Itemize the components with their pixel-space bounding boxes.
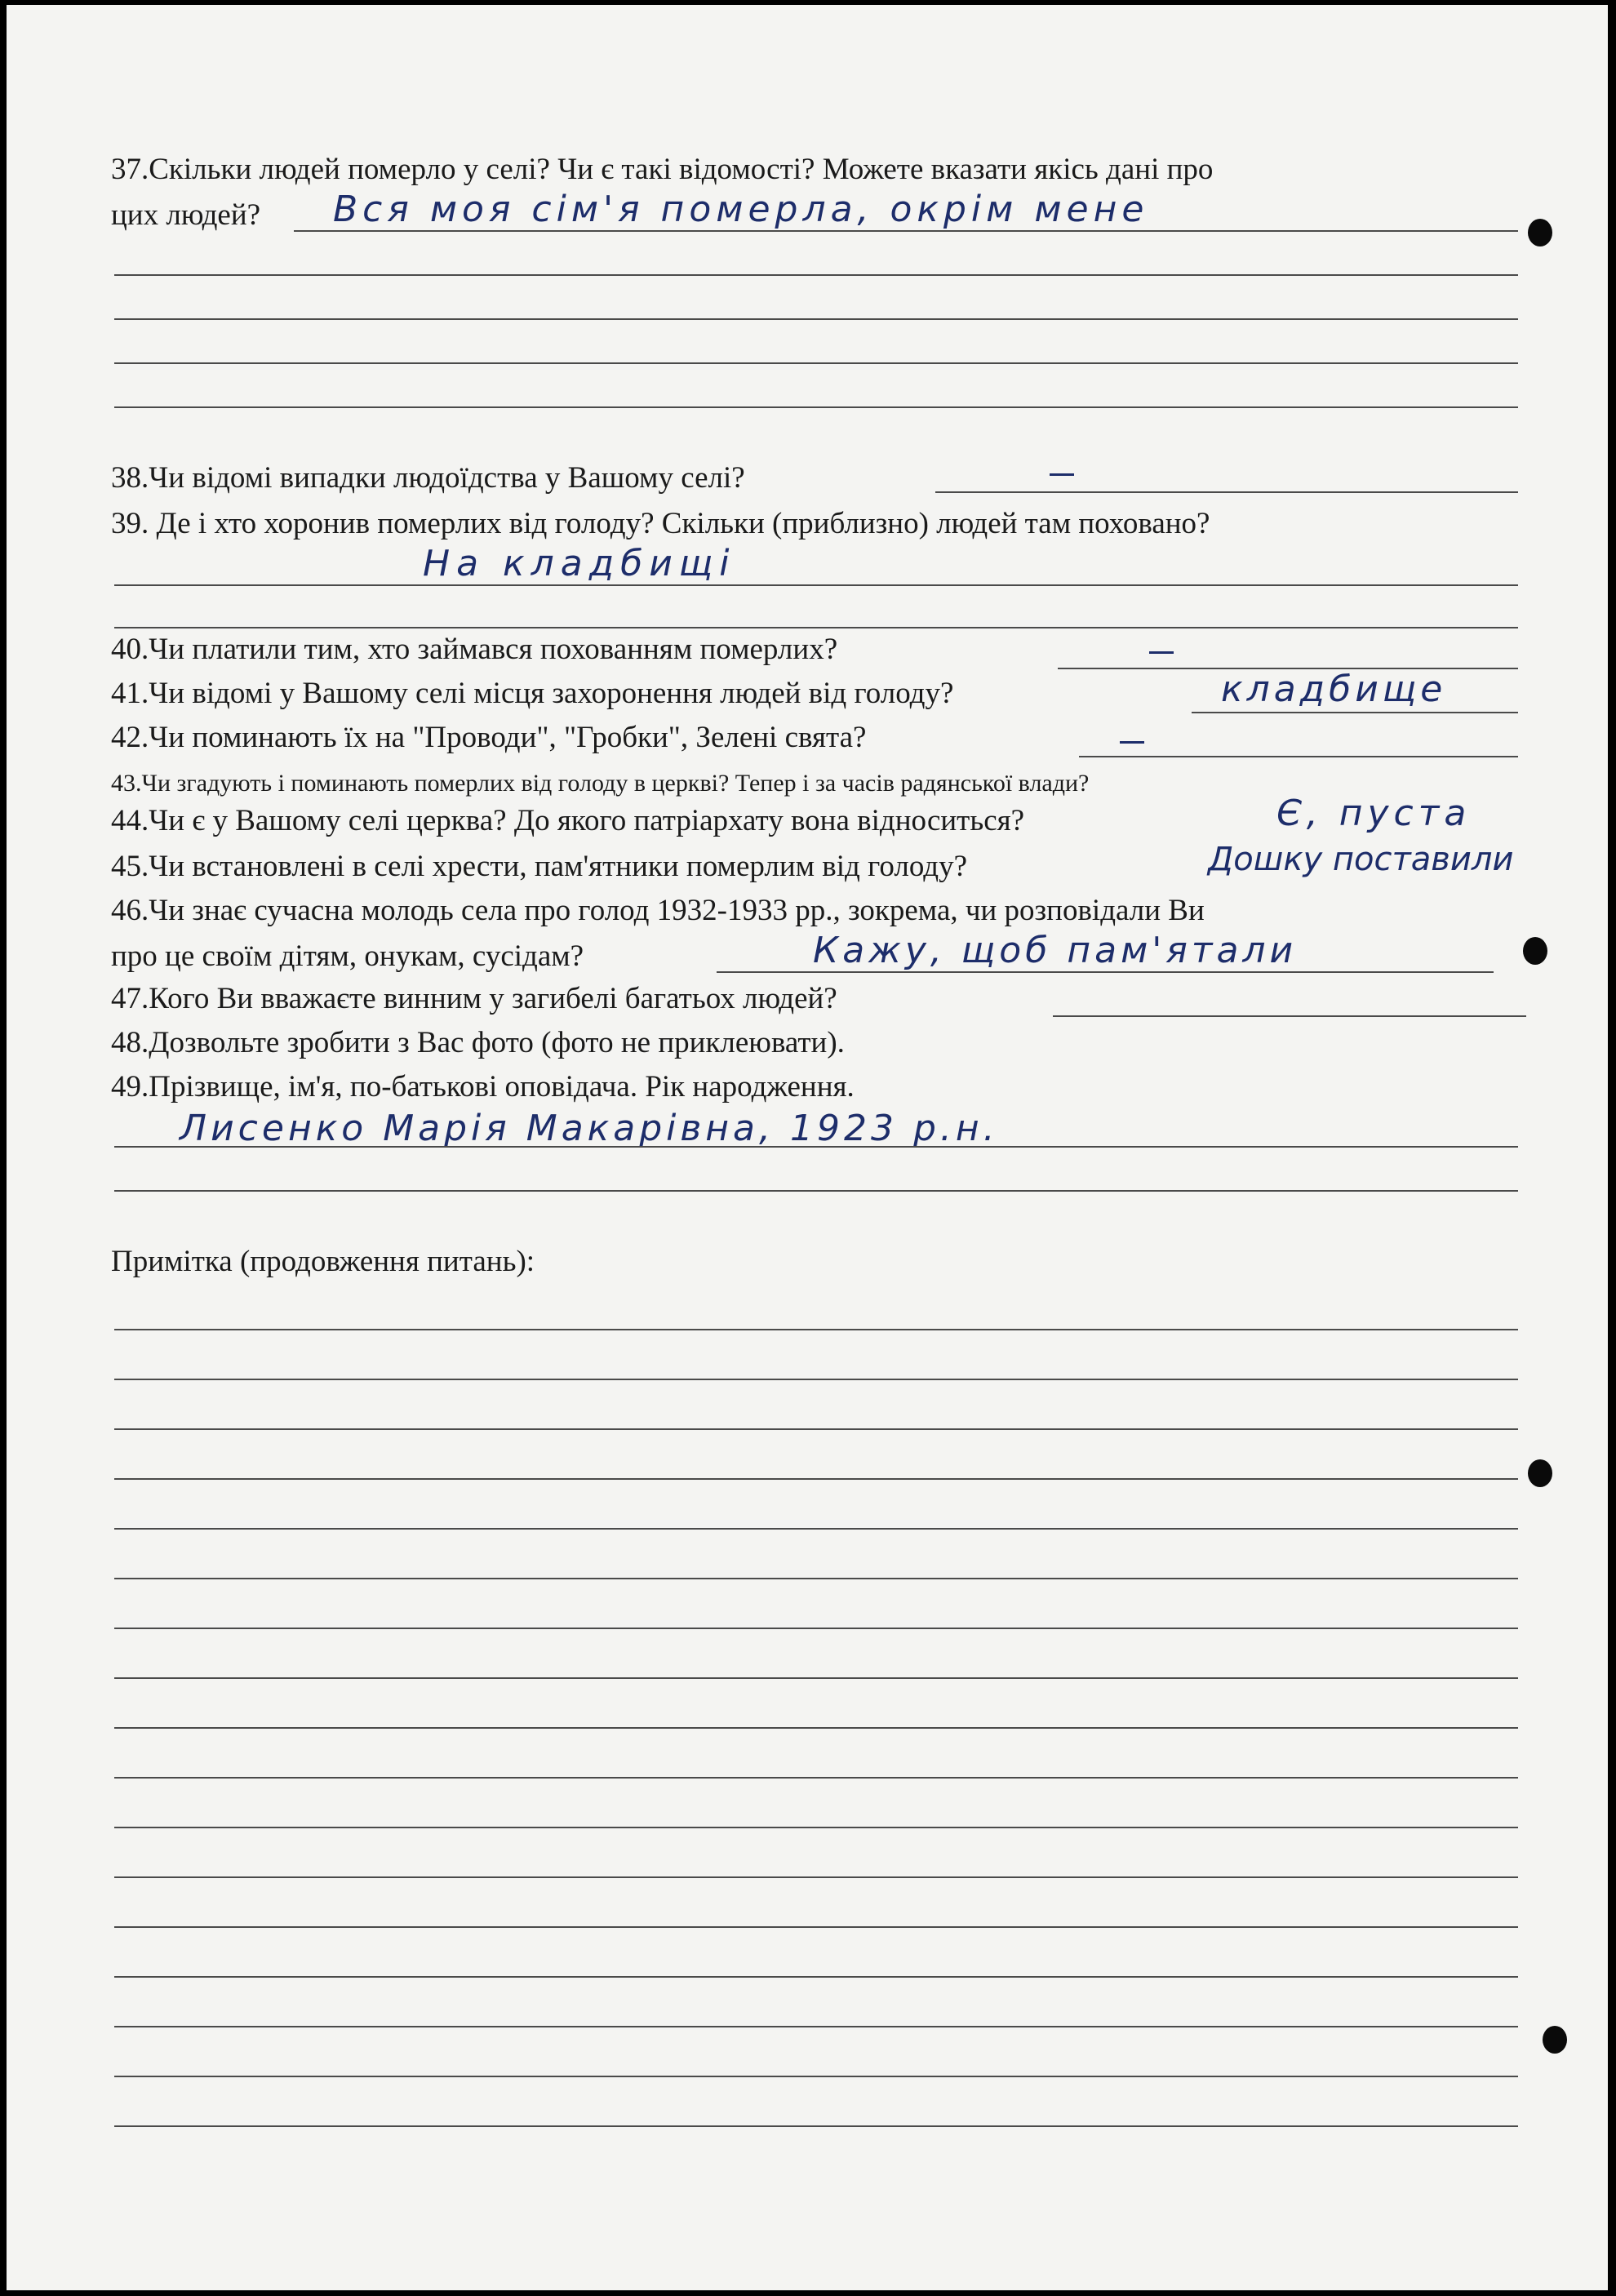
answer-line <box>114 274 1518 276</box>
answer-40-dash <box>1149 651 1174 654</box>
binder-hole <box>1528 1459 1552 1487</box>
answer-37-handwritten: Вся моя сім'я померла, окрім мене <box>333 189 1149 230</box>
question-41: 41.Чи відомі у Вашому селі місця захоронення людей від голоду? <box>111 677 954 710</box>
note-line <box>114 2076 1518 2077</box>
answer-37-underline <box>294 230 1518 232</box>
answer-line <box>114 584 1518 586</box>
question-37-line-2: цих людей? <box>111 198 261 232</box>
note-line <box>114 2125 1518 2127</box>
answer-46-handwritten: Кажу, щоб пам'ятали <box>813 930 1298 971</box>
answer-42-underline <box>1079 756 1518 757</box>
note-line <box>114 1528 1518 1530</box>
note-line <box>114 1876 1518 1878</box>
answer-line <box>114 362 1518 364</box>
question-45: 45.Чи встановлені в селі хрести, пам'ятники померлим від голоду? <box>111 850 968 883</box>
note-line <box>114 1976 1518 1978</box>
answer-38-underline <box>935 491 1518 493</box>
question-37-line-1: 37.Скільки людей померло у селі? Чи є такі відомості? Можете вказати якісь дані про <box>111 153 1214 186</box>
note-line <box>114 1428 1518 1430</box>
binder-hole <box>1523 937 1547 965</box>
note-label: Примітка (продовження питань): <box>111 1245 535 1278</box>
note-line <box>114 1628 1518 1629</box>
answer-42-dash <box>1120 741 1144 744</box>
note-line <box>114 1478 1518 1480</box>
note-line <box>114 1926 1518 1928</box>
answer-38-dash <box>1050 473 1074 476</box>
answer-line <box>114 1146 1518 1148</box>
question-44: 44.Чи є у Вашому селі церква? До якого патріархату вона відноситься? <box>111 804 1025 837</box>
answer-47-underline <box>1053 1015 1526 1017</box>
answer-44-handwritten: Є, пуста <box>1276 793 1472 834</box>
answer-line <box>114 1190 1518 1192</box>
question-48: 48.Дозвольте зробити з Вас фото (фото не приклеювати). <box>111 1026 845 1059</box>
answer-line <box>114 627 1518 628</box>
answer-49-handwritten: Лисенко Марія Макарівна, 1923 р.н. <box>180 1108 999 1149</box>
question-42: 42.Чи поминають їх на "Проводи", "Гробки", Зелені свята? <box>111 721 867 754</box>
note-line <box>114 1777 1518 1779</box>
binder-hole <box>1528 219 1552 246</box>
answer-line <box>114 406 1518 408</box>
answer-41-underline <box>1192 712 1518 713</box>
answer-39-handwritten: На кладбищі <box>423 543 736 584</box>
note-line <box>114 1827 1518 1828</box>
questionnaire-page <box>7 5 1608 2290</box>
question-43: 43.Чи згадують і поминають померлих від голоду в церкві? Тепер і за часів радянської влади? <box>111 770 1090 797</box>
question-46-line-1: 46.Чи знає сучасна молодь села про голод 1932-1933 рр., зокрема, чи розповідали Ви <box>111 894 1205 927</box>
answer-46-underline <box>717 971 1494 973</box>
note-line <box>114 1677 1518 1679</box>
note-line <box>114 1727 1518 1729</box>
question-38: 38.Чи відомі випадки людоїдства у Вашому селі? <box>111 461 745 495</box>
question-49: 49.Прізвище, ім'я, по-батькові оповідача. Рік народження. <box>111 1070 855 1104</box>
question-40: 40.Чи платили тим, хто займався похованням померлих? <box>111 633 838 666</box>
answer-line <box>114 318 1518 320</box>
answer-45-handwritten: Дошку поставили <box>1208 841 1514 878</box>
question-39: 39. Де і хто хоронив померлих від голоду? Скільки (приблизно) людей там поховано? <box>111 507 1210 540</box>
answer-41-handwritten: кладбище <box>1221 668 1447 710</box>
note-line <box>114 1329 1518 1330</box>
note-line <box>114 2026 1518 2027</box>
question-47: 47.Кого Ви вважаєте винним у загибелі багатьох людей? <box>111 982 837 1015</box>
binder-hole <box>1543 2026 1567 2054</box>
question-46-line-2: про це своїм дітям, онукам, сусідам? <box>111 939 584 973</box>
note-line <box>114 1578 1518 1579</box>
note-line <box>114 1379 1518 1380</box>
